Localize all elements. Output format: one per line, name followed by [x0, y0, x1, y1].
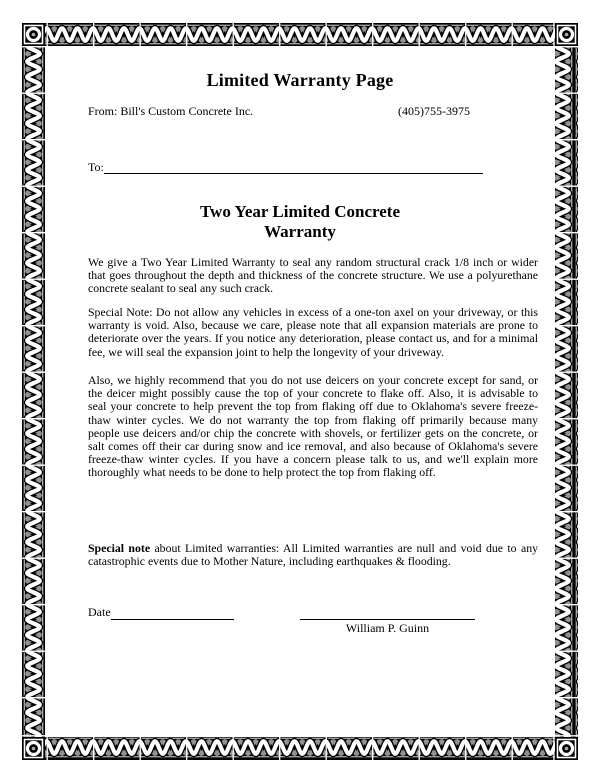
date-blank-line	[111, 606, 234, 620]
date-line	[88, 605, 234, 620]
warranty-heading-line2: Warranty	[264, 222, 336, 241]
date-label: Date	[88, 605, 111, 619]
paragraph-deicer-recommendation: Also, we highly recommend that you do not use deicers on your concrete except for sand, or the deicer might possibly cause the top of your concrete to flake off. Also, it is advisable to seal your concrete to help prevent the top from flaking off due to Oklahoma's severe freeze-thaw winter cycles. We do not warranty the top from flaking off primarily because many people use deicers and/or chip the concrete with shovels, or fertilizer gets on the concrete, or salt comes off their car during snow and ice removal, and also because of Oklahoma's severe freeze-thaw winter cycles. If you have a concern please talk to us, and we'll explain more thoroughly what needs to be done to help protect the top from flaking off.	[88, 373, 538, 480]
phone-number: (405)755-3975	[398, 104, 470, 118]
disclaimer-lead-bold: Special note	[88, 541, 151, 555]
signature-block	[300, 591, 475, 636]
warranty-heading	[0, 202, 600, 242]
warranty-heading-line1: Two Year Limited Concrete	[199, 202, 401, 221]
page-title: Limited Warranty Page	[206, 70, 394, 90]
paragraph-warranty-terms: We give a Two Year Limited Warranty to seal any random structural crack 1/8 inch or wider that goes throughout the depth and thickness of the concrete structure. We use a polyurethane concrete sealant to seal any such crack.	[88, 255, 538, 296]
disclaimer-rest: about Limited warranties: All Limited warranties are null and void due to any catastrophic events due to Mother Nature, including earthquakes & flooding.	[88, 541, 538, 569]
from-company-text: From: Bill's Custom Concrete Inc.	[88, 104, 254, 118]
paragraph-limited-warranty-disclaimer	[88, 542, 538, 568]
to-label: To:	[88, 160, 104, 174]
signature-name: William P. Guinn	[345, 621, 430, 635]
paragraph-special-note-vehicles: Special Note: Do not allow any vehicles in excess of a one-ton axel on your driveway, or this warranty is void. Also, because we care, please note that all expansion materials are prone to deteriorate over the years. If you notice any deterioration, please contact us, and for a minimal fee, we will seal the expansion joint to help the longevity of your driveway.	[88, 305, 538, 359]
to-blank-line	[104, 160, 483, 174]
signature-blank-line	[300, 591, 475, 620]
to-line	[88, 160, 483, 175]
from-line	[88, 104, 538, 119]
